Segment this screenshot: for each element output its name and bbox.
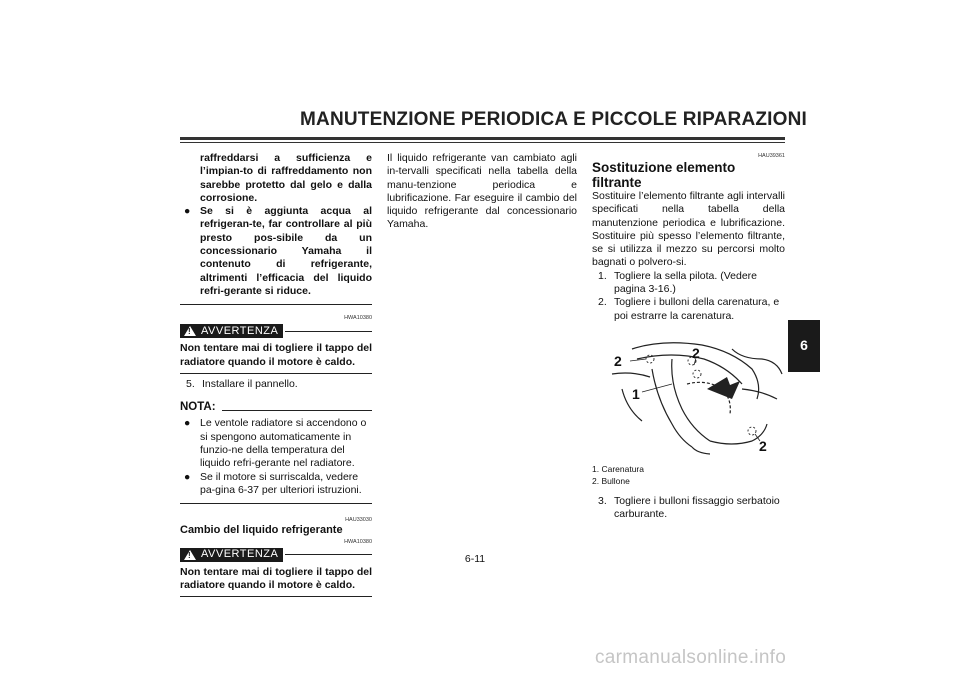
- warning-text: Non tentare mai di togliere il tappo del radiatore quando il motore è caldo.: [180, 342, 372, 368]
- warning-badge: ! AVVERTENZA: [180, 324, 283, 338]
- figure-callout: 1: [632, 385, 640, 402]
- cowling-drawing: [592, 329, 785, 459]
- step-item: 2. Togliere i bulloni della carenatura, e poi estrarre la carenatura.: [598, 296, 780, 322]
- figure-callout: 2: [759, 437, 767, 454]
- column-middle: [387, 152, 577, 232]
- reference-code: HWA10380: [344, 315, 372, 322]
- bullet-icon: ●: [184, 417, 191, 430]
- bullet-icon: ●: [184, 470, 191, 483]
- divider: [180, 596, 372, 597]
- note-bullet: ● Se il motore si surriscalda, vedere pa-gina 6-37 per ulteriori istruzioni.: [184, 470, 362, 496]
- section-heading: Sostituzione elemento filtrante: [592, 160, 736, 190]
- warning-triangle-icon: !: [184, 326, 196, 336]
- note-label: NOTA:: [180, 401, 216, 414]
- bullet-icon: ●: [184, 205, 191, 218]
- step-item: 1. Togliere la sella pilota. (Vedere pagina 3-16.): [598, 269, 758, 296]
- warning-triangle-icon: !: [184, 550, 196, 560]
- page-title: MANUTENZIONE PERIODICA E PICCOLE RIPARAZIONI: [300, 109, 808, 130]
- divider: [180, 304, 372, 305]
- cowling-illustration: [592, 329, 785, 459]
- page-number: 6-11: [464, 553, 486, 565]
- body-text: Il liquido refrigerante van cambiato agli in-tervalli specificati nella tabella della manu-tenzione periodica e lubrificazione. Far eseguire il cambio del liquido refrigerante dal concessionario Yamaha.: [387, 152, 577, 231]
- chapter-tab: 6: [788, 320, 820, 372]
- step-item: 3. Togliere i bulloni fissaggio serbatoio carburante.: [598, 494, 780, 521]
- note-bullet: ● Le ventole radiatore si accendono o si spengono automaticamente in funzio-ne della temperatura del liquido refri-gerante nel radiatore.: [184, 417, 367, 470]
- continued-text: raffreddarsi a sufficienza e l’impian-to di raffreddamento non sarebbe protetto dal gelo e dalla corrosione.: [200, 152, 372, 204]
- warning-header: [180, 324, 372, 338]
- section-heading: Cambio del liquido refrigerante: [180, 524, 343, 537]
- legend-item: 2. Bullone: [592, 475, 630, 486]
- legend-item: 1. Carenatura: [592, 463, 644, 474]
- body-text: Sostituire l’elemento filtrante agli intervalli specificati nella tabella della manutenzione periodica e lubrificazione. Sostituire più spesso l’elemento filtrante, se si utilizza il mezzo su percorsi molto bagnati o polvero-si.: [592, 190, 785, 269]
- warning-text: Non tentare mai di togliere il tappo del radiatore quando il motore è caldo.: [180, 565, 372, 591]
- reference-code: HWA10380: [344, 538, 372, 545]
- divider: [180, 503, 372, 504]
- warning-header: [180, 548, 372, 562]
- figure-callout: 2: [614, 352, 622, 369]
- figure-legend: [592, 463, 785, 487]
- warning-badge: ! AVVERTENZA: [180, 548, 283, 562]
- title-rule: [180, 137, 785, 140]
- title-rule-thin: [180, 142, 785, 143]
- bullet-item: ● Se si è aggiunta acqua al refrigeran-te, far controllare al più presto pos-sibile da un concessionario Yamaha il contenuto di refrigerante, altrimenti l’efficacia del liquido refri-gerante si riduce.: [184, 205, 372, 297]
- column-right: [592, 152, 785, 522]
- watermark: carmanualsonline.info: [595, 647, 787, 668]
- reference-code: HAU39361: [758, 153, 785, 159]
- note-header: [180, 401, 372, 414]
- divider: [180, 373, 372, 374]
- column-left: [180, 152, 372, 597]
- figure-callout: 2: [692, 344, 700, 361]
- reference-code: HAU33030: [345, 517, 372, 524]
- step-item: 5. Installare il pannello.: [186, 377, 298, 390]
